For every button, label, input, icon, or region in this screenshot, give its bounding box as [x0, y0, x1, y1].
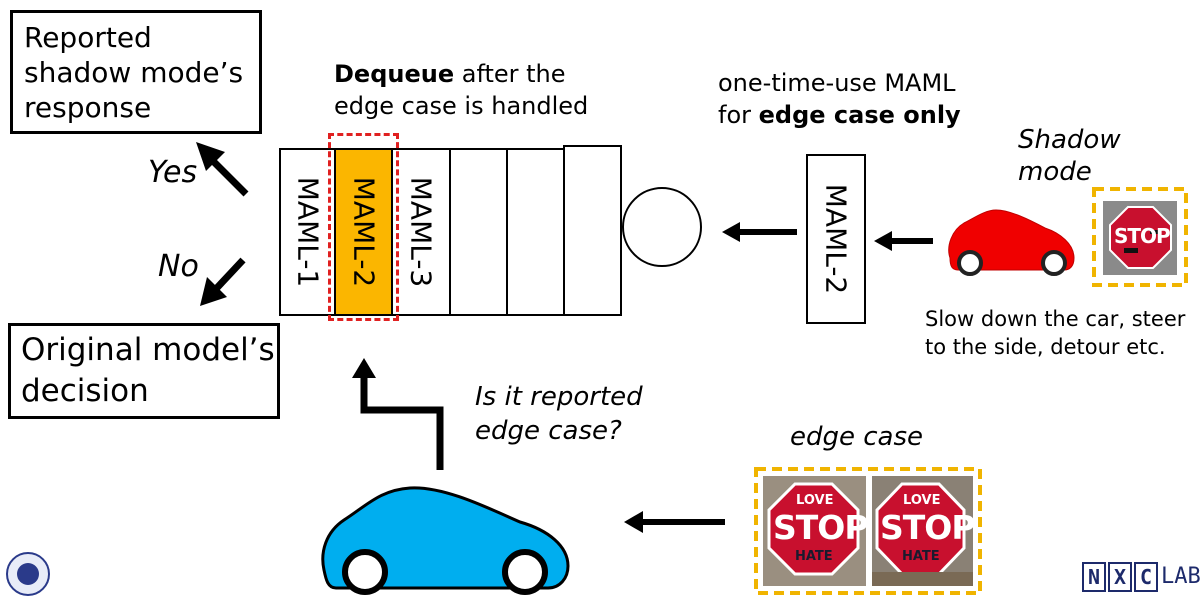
shadow-mode-line-1: Shadow: [1018, 125, 1121, 155]
yes-arrow: [196, 142, 246, 194]
no-label: No: [158, 249, 199, 284]
action-line-2: to the side, detour etc.: [925, 335, 1166, 359]
question-line-1: Is it reported: [475, 382, 643, 412]
one-time-line-1: one-time-use MAML: [718, 69, 956, 97]
blue-car: [323, 488, 568, 592]
queue-cell-2-label: MAML-2: [347, 176, 380, 288]
stop-2-text: STOP: [880, 508, 975, 547]
logo-box-n: N: [1082, 562, 1106, 592]
one-time-prefix: for: [718, 101, 759, 129]
queue-cell-3-label: MAML-3: [404, 176, 438, 288]
logo-box-c: C: [1134, 562, 1158, 592]
dequeue-bold: Dequeue: [334, 60, 455, 88]
shadow-mode-line-2: mode: [1018, 157, 1092, 187]
arrow-to-maml: [874, 231, 933, 251]
one-time-bold: edge case only: [758, 101, 961, 129]
elbow-arrow-to-queue: [352, 358, 440, 470]
stop-1-text: STOP: [773, 508, 868, 547]
reported-line-2: shadow mode’s: [24, 56, 244, 89]
arrow-to-blue-car: [624, 511, 725, 533]
no-arrow: [200, 260, 243, 306]
university-seal-logo: [6, 552, 50, 596]
question-line-2: edge case?: [475, 416, 622, 446]
incoming-maml-label: MAML-2: [819, 183, 853, 295]
stop-2-top: LOVE: [903, 493, 941, 508]
dequeue-line-2: edge case is handled: [334, 92, 589, 120]
stop-1-bottom: HATE: [795, 549, 833, 564]
stop-1-top: LOVE: [796, 493, 834, 508]
queue-cell-1-label: MAML-1: [291, 176, 324, 288]
dequeue-rest: after the: [454, 60, 566, 88]
stop-2-bottom: HATE: [902, 549, 940, 564]
seal-inner: [17, 563, 39, 585]
reported-line-3: response: [24, 91, 152, 124]
logo-lab-text: LAB: [1161, 564, 1201, 589]
arrow-to-circle: [722, 222, 797, 242]
yes-label: Yes: [148, 155, 198, 190]
logo-box-x: X: [1108, 562, 1132, 592]
reported-line-1: Reported: [24, 21, 152, 54]
original-line-1: Original model’s: [21, 332, 275, 368]
action-line-1: Slow down the car, steer: [925, 307, 1186, 331]
small-stop-text: STOP: [1114, 224, 1170, 248]
original-line-2: decision: [21, 373, 149, 409]
red-car: [949, 210, 1074, 274]
edge-case-label: edge case: [790, 422, 924, 452]
